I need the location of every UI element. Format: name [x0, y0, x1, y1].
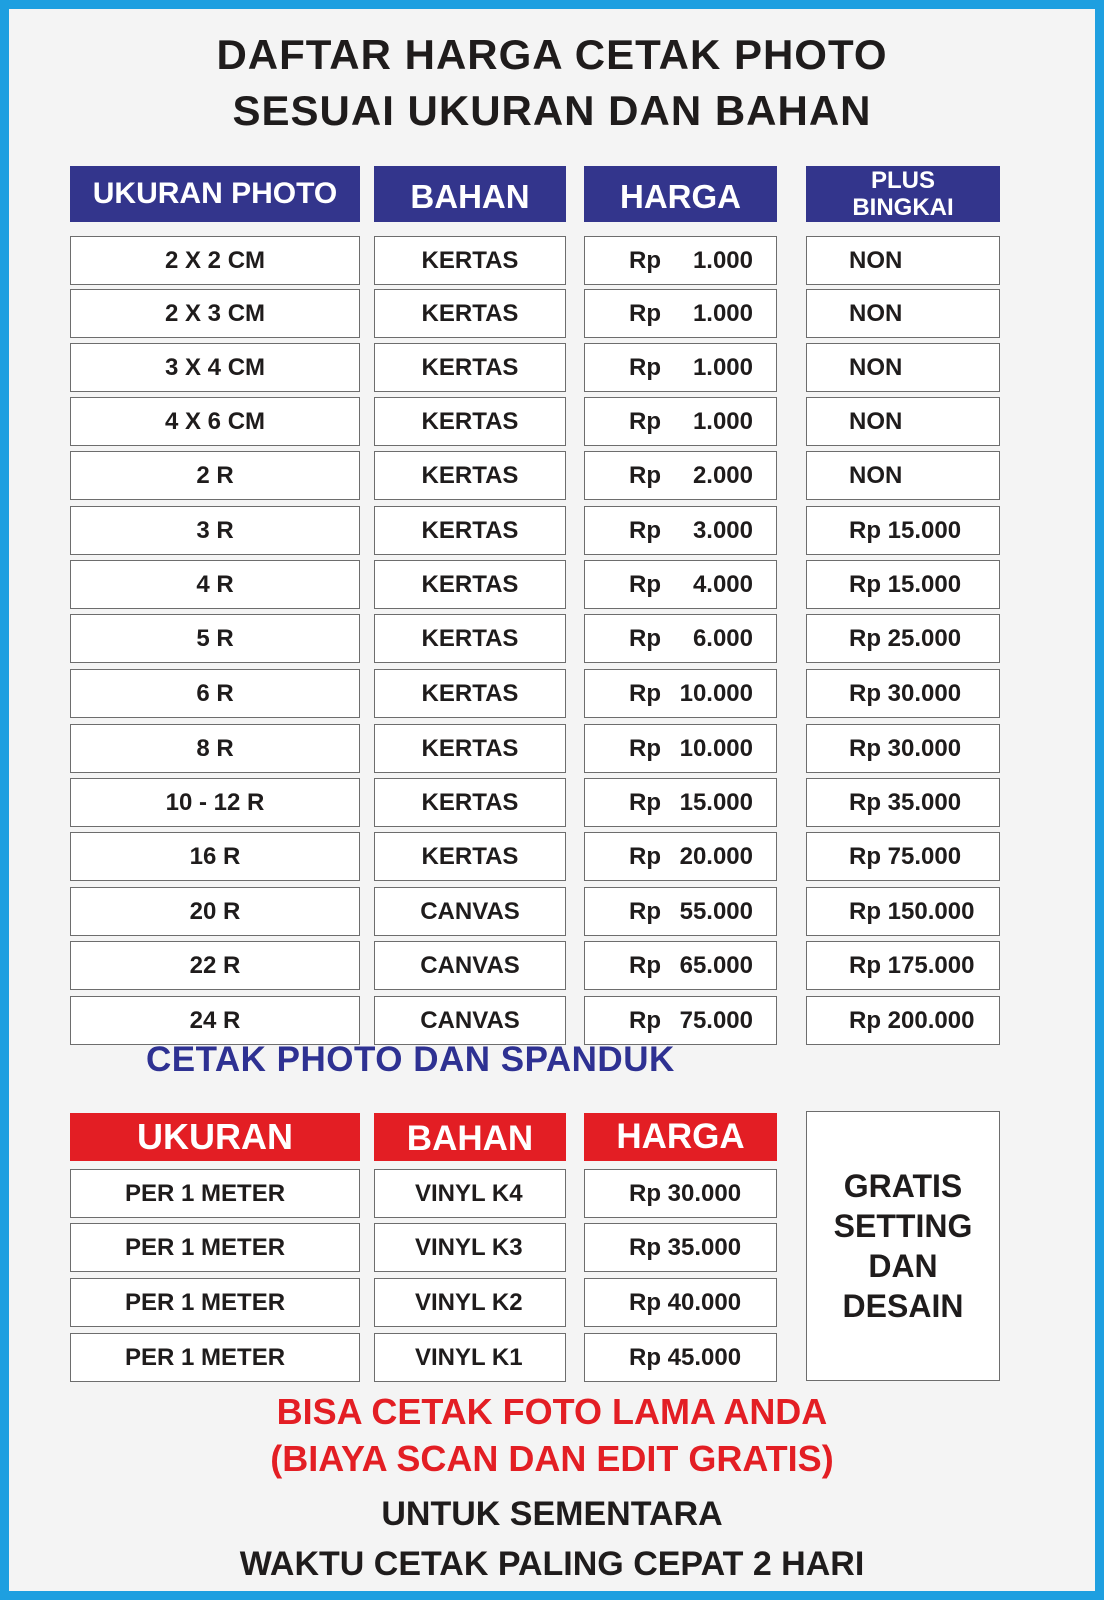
spanduk-size-cell: PER 1 METER — [70, 1278, 360, 1327]
photo-price-cell — [584, 941, 777, 990]
photo-size-cell: 20 R — [70, 887, 360, 936]
header-bingkai-line1: PLUS — [870, 167, 935, 194]
photo-size-cell: 8 R — [70, 724, 360, 773]
photo-size-cell: 22 R — [70, 941, 360, 990]
photo-price-cell — [584, 778, 777, 827]
photo-material-cell: KERTAS — [374, 832, 566, 881]
currency-label: Rp — [629, 842, 661, 870]
photo-price-cell — [584, 289, 777, 338]
price-amount: 20.000 — [679, 842, 753, 870]
spanduk-subtitle: CETAK PHOTO DAN SPANDUK — [146, 1040, 675, 1079]
photo-size-cell: 2 X 2 CM — [70, 236, 360, 285]
price-amount: 75.000 — [679, 1006, 753, 1034]
photo-material-cell: KERTAS — [374, 669, 566, 718]
photo-frame-price-cell: Rp 30.000 — [806, 669, 1000, 718]
currency-label: Rp — [629, 570, 661, 598]
photo-frame-price-cell: NON — [806, 343, 1000, 392]
spanduk-material-cell: VINYL K4 — [374, 1169, 566, 1218]
price-amount: 10.000 — [679, 734, 753, 762]
currency-label: Rp — [629, 407, 661, 435]
currency-label: Rp — [629, 897, 661, 925]
spanduk-material-cell: VINYL K3 — [374, 1223, 566, 1272]
spanduk-material-cell: VINYL K1 — [374, 1333, 566, 1382]
photo-material-cell: CANVAS — [374, 941, 566, 990]
photo-price-cell — [584, 614, 777, 663]
photo-size-cell: 3 X 4 CM — [70, 343, 360, 392]
photo-price-cell — [584, 343, 777, 392]
price-amount: 15.000 — [679, 788, 753, 816]
photo-material-cell: KERTAS — [374, 397, 566, 446]
currency-label: Rp — [629, 1006, 661, 1034]
currency-label: Rp — [629, 951, 661, 979]
photo-material-cell: KERTAS — [374, 236, 566, 285]
currency-label: Rp — [629, 353, 661, 381]
header-ukuran: UKURAN — [70, 1113, 360, 1161]
currency-label: Rp — [629, 246, 661, 274]
spanduk-price-cell: Rp 40.000 — [584, 1278, 777, 1327]
price-amount: 1.000 — [692, 353, 753, 381]
gratis-line-1: GRATIS — [843, 1168, 963, 1204]
photo-frame-price-cell: NON — [806, 236, 1000, 285]
photo-frame-price-cell: NON — [806, 289, 1000, 338]
photo-material-cell: KERTAS — [374, 724, 566, 773]
photo-size-cell: 16 R — [70, 832, 360, 881]
footer-red-line1: BISA CETAK FOTO LAMA ANDA — [276, 1391, 828, 1432]
photo-price-cell — [584, 887, 777, 936]
photo-price-cell — [584, 832, 777, 881]
currency-label: Rp — [629, 299, 661, 327]
price-amount: 3.000 — [692, 516, 753, 544]
photo-frame-price-cell: NON — [806, 451, 1000, 500]
photo-frame-price-cell: Rp 175.000 — [806, 941, 1000, 990]
photo-material-cell: KERTAS — [374, 778, 566, 827]
photo-material-cell: CANVAS — [374, 887, 566, 936]
photo-size-cell: 3 R — [70, 506, 360, 555]
photo-price-cell — [584, 724, 777, 773]
photo-frame-price-cell: Rp 30.000 — [806, 724, 1000, 773]
photo-material-cell: KERTAS — [374, 451, 566, 500]
photo-size-cell: 24 R — [70, 996, 360, 1045]
photo-frame-price-cell: Rp 200.000 — [806, 996, 1000, 1045]
photo-frame-price-cell: Rp 15.000 — [806, 506, 1000, 555]
currency-label: Rp — [629, 461, 661, 489]
header-ukuran-photo: UKURAN PHOTO — [70, 166, 360, 222]
footer-red-line2: (BIAYA SCAN DAN EDIT GRATIS) — [270, 1438, 834, 1479]
spanduk-size-cell: PER 1 METER — [70, 1223, 360, 1272]
spanduk-price-cell: Rp 45.000 — [584, 1333, 777, 1382]
gratis-line-4: DESAIN — [842, 1288, 964, 1324]
photo-material-cell: KERTAS — [374, 560, 566, 609]
photo-price-cell — [584, 506, 777, 555]
price-amount: 55.000 — [679, 897, 753, 925]
photo-material-cell: KERTAS — [374, 289, 566, 338]
price-amount: 6.000 — [692, 624, 753, 652]
header-plus-bingkai — [806, 166, 1000, 222]
photo-material-cell: CANVAS — [374, 996, 566, 1045]
gratis-setting-box — [806, 1111, 1000, 1381]
price-amount: 4.000 — [692, 570, 753, 598]
page-title-line2: SESUAI UKURAN DAN BAHAN — [232, 87, 872, 134]
photo-frame-price-cell: Rp 25.000 — [806, 614, 1000, 663]
spanduk-size-cell: PER 1 METER — [70, 1169, 360, 1218]
photo-material-cell: KERTAS — [374, 506, 566, 555]
price-amount: 2.000 — [692, 461, 753, 489]
photo-size-cell: 4 R — [70, 560, 360, 609]
gratis-line-2: SETTING — [833, 1208, 973, 1244]
currency-label: Rp — [629, 734, 661, 762]
currency-label: Rp — [629, 679, 661, 707]
footer-dark-line1: UNTUK SEMENTARA — [381, 1495, 723, 1533]
photo-price-cell — [584, 236, 777, 285]
photo-size-cell: 6 R — [70, 669, 360, 718]
header-bahan: BAHAN — [374, 166, 566, 222]
price-amount: 10.000 — [679, 679, 753, 707]
footer-dark-line2: WAKTU CETAK PALING CEPAT 2 HARI — [239, 1545, 865, 1583]
currency-label: Rp — [629, 788, 661, 816]
photo-frame-price-cell: NON — [806, 397, 1000, 446]
photo-price-cell — [584, 996, 777, 1045]
header-bingkai-line2: BINGKAI — [852, 194, 954, 221]
photo-price-cell — [584, 560, 777, 609]
currency-label: Rp — [629, 624, 661, 652]
photo-material-cell: KERTAS — [374, 614, 566, 663]
price-amount: 1.000 — [692, 246, 753, 274]
photo-frame-price-cell: Rp 15.000 — [806, 560, 1000, 609]
photo-size-cell: 10 - 12 R — [70, 778, 360, 827]
photo-material-cell: KERTAS — [374, 343, 566, 392]
photo-size-cell: 2 X 3 CM — [70, 289, 360, 338]
photo-size-cell: 5 R — [70, 614, 360, 663]
photo-frame-price-cell: Rp 75.000 — [806, 832, 1000, 881]
photo-price-cell — [584, 397, 777, 446]
photo-price-cell — [584, 451, 777, 500]
header-harga: HARGA — [584, 166, 777, 222]
price-amount: 1.000 — [692, 299, 753, 327]
photo-size-cell: 2 R — [70, 451, 360, 500]
price-amount: 1.000 — [692, 407, 753, 435]
spanduk-size-cell: PER 1 METER — [70, 1333, 360, 1382]
photo-frame-price-cell: Rp 150.000 — [806, 887, 1000, 936]
header-bahan-spanduk: BAHAN — [374, 1113, 566, 1161]
photo-price-cell — [584, 669, 777, 718]
header-harga-spanduk: HARGA — [584, 1113, 777, 1161]
photo-size-cell: 4 X 6 CM — [70, 397, 360, 446]
photo-frame-price-cell: Rp 35.000 — [806, 778, 1000, 827]
spanduk-material-cell: VINYL K2 — [374, 1278, 566, 1327]
gratis-line-3: DAN — [868, 1248, 938, 1284]
price-amount: 65.000 — [679, 951, 753, 979]
spanduk-price-cell: Rp 35.000 — [584, 1223, 777, 1272]
page-title-line1: DAFTAR HARGA CETAK PHOTO — [216, 31, 888, 78]
spanduk-price-cell: Rp 30.000 — [584, 1169, 777, 1218]
currency-label: Rp — [629, 516, 661, 544]
